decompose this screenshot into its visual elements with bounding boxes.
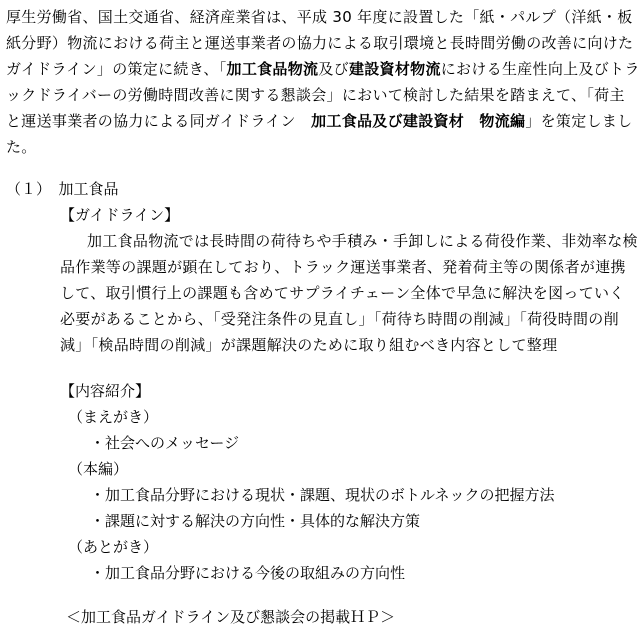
guideline-summary: [60, 228, 638, 358]
summary-line: 品作業等の課題が顕在しており、トラック運送事業者、発着荷主等の関係者が連携: [60, 258, 626, 276]
bold-term-guideline-title: 加工食品及び建設資材 物流編: [311, 112, 526, 130]
intro-paragraph: [6, 4, 640, 160]
intro-line: 紙分野）物流における荷主と運送事業者の協力による取引環境と長時間労働の改善に向けた: [6, 34, 634, 52]
toc-heading-afterword: （あとがき）: [68, 538, 159, 556]
toc-item: ・課題に対する解決の方向性・具体的な解決方策: [90, 512, 421, 530]
summary-line: 必要があることから、「受発注条件の見直し」「荷待ち時間の削減」「荷役時間の削: [60, 310, 619, 328]
toc-heading-preface: （まえがき）: [68, 408, 159, 426]
homepage-link-heading[interactable]: ＜加工食品ガイドライン及び懇談会の掲載ＨＰ＞: [66, 608, 396, 626]
summary-line: 加工食品物流では長時間の荷待ちや手積み・手卸しによる荷役作業、非効率な検: [87, 232, 638, 250]
intro-line: [6, 108, 636, 134]
bold-term-processed-food-logistics: 加工食品物流: [226, 60, 319, 78]
intro-line: [6, 56, 640, 82]
intro-text: 及び: [318, 60, 349, 78]
section-title: （１） 加工食品: [6, 180, 119, 198]
summary-line: して、取引慣行上の課題も含めてサプライチェーン全体で早急に解決を図っていく: [60, 284, 625, 302]
intro-text: と運送事業者の協力による同ガイドライン: [6, 112, 312, 130]
toc-item: ・加工食品分野における今後の取組みの方向性: [90, 564, 406, 582]
intro-text: における生産性向上及びトラ: [440, 60, 640, 78]
intro-line: 厚生労働省、国土交通省、経済産業省は、平成 30 年度に設置した「紙・パルプ（洋紙・板: [6, 8, 633, 26]
toc-heading-main: （本編）: [68, 460, 129, 478]
bold-term-construction-materials-logistics: 建設資材物流: [348, 60, 441, 78]
intro-line: ックドライバーの労働時間改善に関する懇談会」において検討した結果を踏まえて、「荷主: [6, 86, 625, 104]
toc-item: ・社会へのメッセージ: [90, 434, 240, 452]
toc-item: ・加工食品分野における現状・課題、現状のボトルネックの把握方法: [90, 486, 555, 504]
intro-text: 」を策定しまし: [525, 112, 633, 130]
contents-label: 【内容紹介】: [60, 382, 151, 400]
summary-line: 減」「検品時間の削減」が課題解決のために取り組むべき内容として整理: [60, 336, 558, 354]
intro-text: ガイドライン」の策定に続き、「: [6, 60, 227, 78]
intro-line: た。: [6, 138, 37, 156]
contents-list: [60, 404, 555, 586]
guideline-label: 【ガイドライン】: [60, 206, 180, 224]
